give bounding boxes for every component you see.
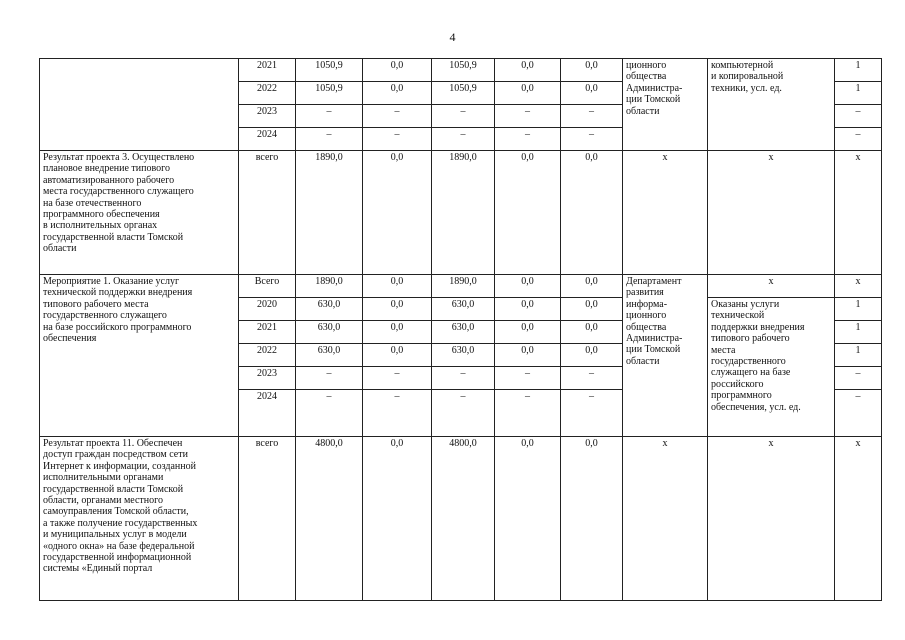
indicator-cell: компьютерной и копировальной техники, усл. ед. [708, 59, 835, 151]
table-row [40, 151, 882, 275]
activity-cell [40, 59, 239, 151]
indicator-value-cell: 1 [835, 59, 882, 82]
year-cell: Всего [239, 275, 296, 298]
indicator-value-cell: – [835, 105, 882, 128]
table-row [40, 59, 882, 82]
indicator-value-cell: х [835, 275, 882, 298]
amount-cell: 0,0 [363, 275, 432, 298]
amount-cell: – [561, 105, 623, 128]
amount-cell: 0,0 [363, 59, 432, 82]
amount-cell: – [495, 367, 561, 390]
amount-cell: 0,0 [495, 275, 561, 298]
amount-cell: 0,0 [363, 321, 432, 344]
amount-cell: – [495, 128, 561, 151]
year-cell: 2020 [239, 298, 296, 321]
year-cell: 2022 [239, 344, 296, 367]
amount-cell: 630,0 [432, 298, 495, 321]
year-cell: всего [239, 437, 296, 601]
indicator-value-cell: – [835, 128, 882, 151]
indicator-cell: х [708, 151, 835, 275]
amount-cell: 1890,0 [296, 151, 363, 275]
amount-cell: 0,0 [561, 321, 623, 344]
amount-cell: – [432, 390, 495, 437]
amount-cell: 0,0 [561, 437, 623, 601]
indicator-cell: х [708, 437, 835, 601]
amount-cell: – [296, 367, 363, 390]
amount-cell: 4800,0 [432, 437, 495, 601]
amount-cell: – [363, 367, 432, 390]
amount-cell: 0,0 [363, 298, 432, 321]
amount-cell: 0,0 [495, 82, 561, 105]
executor-cell: ционного общества Администра- ции Томской области [623, 59, 708, 151]
amount-cell: – [561, 367, 623, 390]
year-cell: 2021 [239, 59, 296, 82]
year-cell: 2024 [239, 128, 296, 151]
amount-cell: 0,0 [495, 151, 561, 275]
table-row [40, 275, 882, 298]
indicator-value-cell: х [835, 437, 882, 601]
amount-cell: 0,0 [561, 275, 623, 298]
amount-cell: 0,0 [495, 437, 561, 601]
amount-cell: 0,0 [495, 321, 561, 344]
amount-cell: 0,0 [363, 82, 432, 105]
amount-cell: – [495, 105, 561, 128]
executor-cell: Департамент развития информа- ционного общества Администра- ции Томской области [623, 275, 708, 437]
indicator-value-cell: – [835, 367, 882, 390]
amount-cell: 630,0 [296, 344, 363, 367]
indicator-value-cell: х [835, 151, 882, 275]
amount-cell: 0,0 [561, 82, 623, 105]
amount-cell: – [561, 128, 623, 151]
amount-cell: – [432, 367, 495, 390]
table-row [40, 437, 882, 601]
indicator-value-cell: 1 [835, 82, 882, 105]
amount-cell: 4800,0 [296, 437, 363, 601]
amount-cell: 1050,9 [296, 82, 363, 105]
amount-cell: – [363, 105, 432, 128]
amount-cell: – [432, 105, 495, 128]
amount-cell: 1890,0 [432, 275, 495, 298]
amount-cell: 1050,9 [432, 59, 495, 82]
amount-cell: 630,0 [296, 298, 363, 321]
amount-cell: 1050,9 [296, 59, 363, 82]
indicator-value-cell: – [835, 390, 882, 437]
amount-cell: – [363, 128, 432, 151]
result-11-description: Результат проекта 11. Обеспечен доступ граждан посредством сети Интернет к информации, созданной исполнительными органами государственной власти Томской области, органами местного самоуправления Томской области, а также получение государственных и муниципальных услуг в модели «одного окна» на базе федеральной государственной информационной системы «Единый портал [40, 437, 239, 601]
amount-cell: – [296, 128, 363, 151]
amount-cell: 630,0 [432, 344, 495, 367]
year-cell: 2024 [239, 390, 296, 437]
executor-cell: х [623, 151, 708, 275]
amount-cell: 0,0 [561, 59, 623, 82]
measure-1-description: Мероприятие 1. Оказание услуг технической поддержки внедрения типового рабочего места государственного служащего на базе российского программного обеспечения [40, 275, 239, 437]
year-cell: 2023 [239, 105, 296, 128]
amount-cell: 1050,9 [432, 82, 495, 105]
amount-cell: 0,0 [363, 151, 432, 275]
indicator-cell: Оказаны услуги технической поддержки внедрения типового рабочего места государственного служащего на базе российского программного обеспечения, усл. ед. [708, 298, 835, 437]
amount-cell: 630,0 [432, 321, 495, 344]
budget-table [39, 58, 882, 601]
year-cell: 2021 [239, 321, 296, 344]
year-cell: всего [239, 151, 296, 275]
result-3-description: Результат проекта 3. Осуществлено плановое внедрение типового автоматизированного рабочего места государственного служащего на базе отечественного программного обеспечения в исполнительных органах государственной власти Томской области [40, 151, 239, 275]
amount-cell: – [561, 390, 623, 437]
amount-cell: 0,0 [495, 344, 561, 367]
amount-cell: 0,0 [363, 437, 432, 601]
amount-cell: 0,0 [561, 298, 623, 321]
indicator-cell: х [708, 275, 835, 298]
indicator-value-cell: 1 [835, 344, 882, 367]
indicator-value-cell: 1 [835, 321, 882, 344]
amount-cell: 0,0 [561, 151, 623, 275]
amount-cell: 0,0 [363, 344, 432, 367]
amount-cell: – [363, 390, 432, 437]
amount-cell: 0,0 [561, 344, 623, 367]
amount-cell: 0,0 [495, 59, 561, 82]
year-cell: 2023 [239, 367, 296, 390]
amount-cell: – [432, 128, 495, 151]
executor-cell: х [623, 437, 708, 601]
amount-cell: – [296, 105, 363, 128]
page-number: 4 [449, 30, 456, 44]
amount-cell: 630,0 [296, 321, 363, 344]
amount-cell: – [296, 390, 363, 437]
indicator-value-cell: 1 [835, 298, 882, 321]
amount-cell: 1890,0 [432, 151, 495, 275]
amount-cell: 0,0 [495, 298, 561, 321]
year-cell: 2022 [239, 82, 296, 105]
amount-cell: 1890,0 [296, 275, 363, 298]
amount-cell: – [495, 390, 561, 437]
